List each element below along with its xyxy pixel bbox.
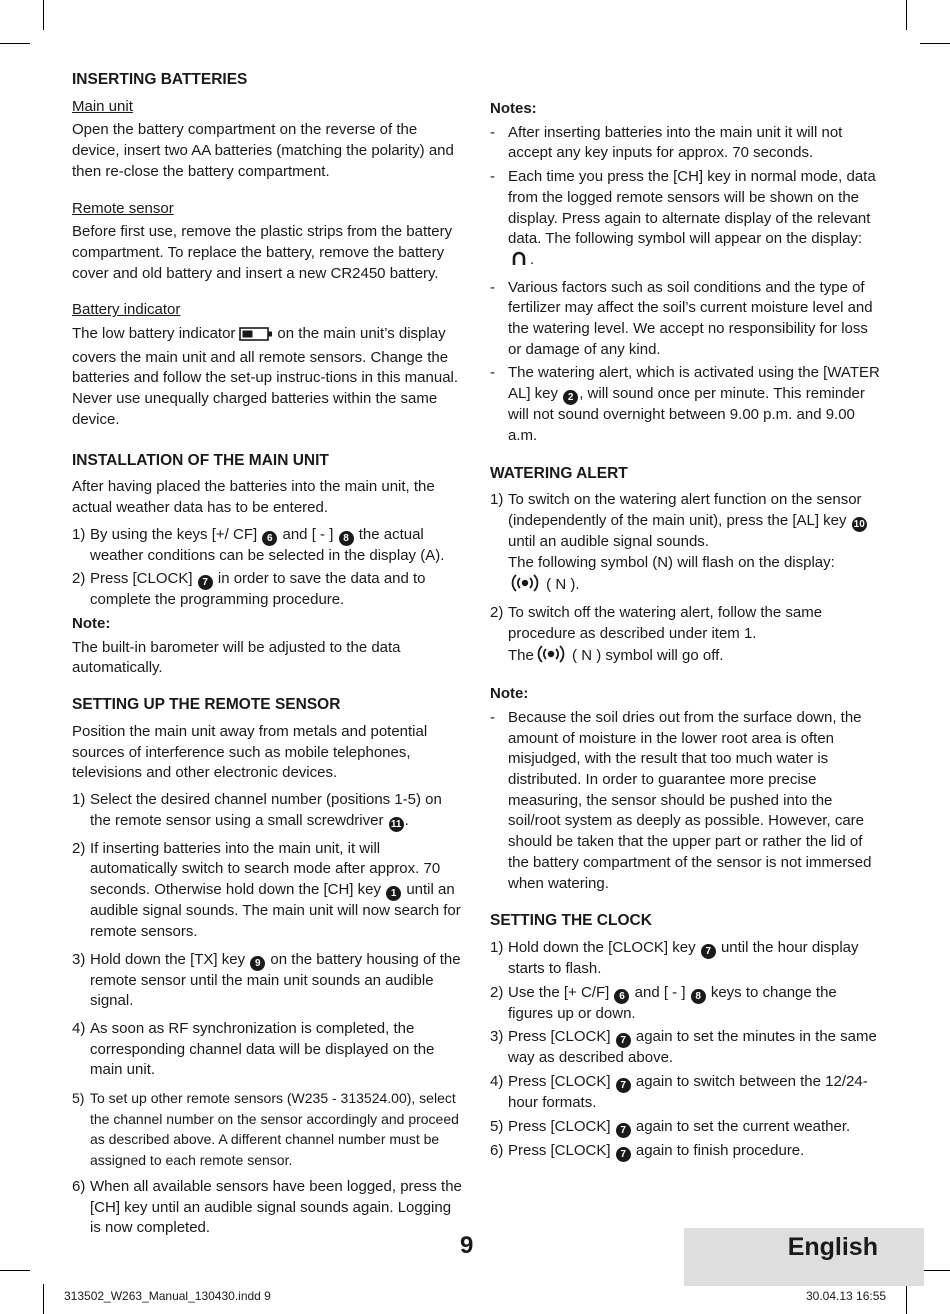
list-item: 2) To switch off the watering alert, follow the same procedure as described under item 1. The ( N ) symbol will go off. (490, 603, 882, 671)
paragraph: After having placed the batteries into the main unit, the actual weather data has to be entered. (72, 478, 435, 516)
list-item: 4) Press [CLOCK] 7 again to switch between the 12/24-hour formats. (490, 1073, 868, 1112)
crop-mark (0, 43, 30, 44)
watering-alert-icon (511, 573, 539, 600)
note-label: Note: (490, 685, 529, 703)
list-item: - Because the soil dries out from the surface down, the amount of moisture in the lower root area is often misjudged, with the result that too much water is distributed. In order to guarantee more precise measuring, the sensor should be pushed into the soil/root system as deeply as possible. However, care should be taken that the upper part or rather the lid of the battery compartment of the sensor is not immersed when watering. (490, 708, 872, 892)
note-label: Note: (72, 615, 111, 633)
key-11-icon: 11 (389, 817, 404, 832)
key-1-icon: 1 (386, 886, 401, 901)
key-2-icon: 2 (563, 390, 578, 405)
page-number: 9 (460, 1232, 474, 1259)
list-item: 1) By using the keys [+/ CF] 6 and [ - ] 8 the actual weather conditions can be selected in the display (A). (72, 525, 445, 564)
key-7-icon: 7 (616, 1078, 631, 1093)
section-heading: WATERING ALERT (490, 464, 628, 482)
key-7-icon: 7 (616, 1147, 631, 1162)
list-item: 2) Use the [+ C/F] 6 and [ - ] 8 keys to change the figures up or down. (490, 983, 837, 1022)
subheading: Battery indicator (72, 301, 181, 319)
notes-label: Notes: (490, 100, 537, 117)
key-10-icon: 10 (853, 518, 865, 530)
list-item: 1) Hold down the [CLOCK] key 7 until the hour display starts to flash. (490, 938, 859, 977)
crop-mark (906, 0, 907, 30)
list-item: 1) Select the desired channel number (positions 1-5) on the remote sensor using a small screwdriver 11 . (72, 790, 442, 830)
list-item: 6) Press [CLOCK] 7 again to finish procedure. (490, 1141, 805, 1160)
list-item: 3) Hold down the [TX] key 9 on the battery housing of the remote sensor until the main unit sounds an audible signal. (72, 950, 461, 1010)
footer-date: 30.04.13 16:55 (806, 1289, 887, 1303)
list-item: 1) To switch on the watering alert function on the sensor (independently of the main unit), press the [AL] key 10 until an audible signal sounds. The following symbol (N) will flash on the display: ( N ). (490, 490, 882, 600)
section-heading: SETTING UP THE REMOTE SENSOR (72, 696, 341, 714)
language-tab (684, 1228, 924, 1286)
list-item: 5) To set up other remote sensors (W235 - 313524.00), select the channel number on the sensor accordingly and proceed as described above. A different channel number must be assigned to each remote sensor. (72, 1090, 459, 1168)
paragraph: The built-in barometer will be adjusted to the data automatically. (72, 638, 401, 677)
paragraph: Position the main unit away from metals and potential sources of interference such as mobile telephones, televisions and other electronic devices. (72, 722, 428, 782)
list-item: - Each time you press the [CH] key in normal mode, data from the logged remote sensors will be shown on the display. Press again to alternate display of the relevant data. The following symbol will appear on the display: . (490, 167, 882, 275)
key-8-icon: 8 (691, 989, 706, 1004)
list-item: - The watering alert, which is activated using the [WATER AL] key 2 , will sound once per minute. This reminder will not sound overnight between 9.00 p.m. and 9.00 a.m. (490, 364, 880, 444)
paragraph: Open the battery compartment on the reverse of the device, insert two AA batteries (matching the polarity) and then re-close the battery compartment. (72, 121, 454, 180)
key-6-icon: 6 (614, 989, 629, 1004)
left-column (72, 70, 464, 1242)
crop-mark (920, 43, 950, 44)
list-item: 6) When all available sensors have been logged, press the [CH] key until an audible signal sounds again. Logging is now completed. (72, 1178, 462, 1237)
sensor-symbol-icon (511, 250, 527, 275)
list-item: 3) Press [CLOCK] 7 again to set the minutes in the same way as described above. (490, 1028, 877, 1067)
paragraph: The low battery indicator on the main unit’s display covers the main unit and all remote sensors. Change the batteries and follow the set-up instruc-tions in this manual. Never use unequally charged batteries within the same device. (72, 325, 459, 428)
section-heading: SETTING THE CLOCK (490, 912, 652, 930)
crop-mark (43, 1284, 44, 1314)
list-item: 2) If inserting batteries into the main unit, it will automatically switch to search mode after approx. 70 seconds. Otherwise hold down the [CH] key 1 until an audible signal sounds. The main unit will now search for remote sensors. (72, 839, 461, 940)
list-item: 4) As soon as RF synchronization is completed, the corresponding channel data will be displayed on the main unit. (72, 1019, 435, 1079)
watering-alert-icon (537, 644, 565, 671)
right-column (490, 99, 882, 1165)
crop-mark (906, 1284, 907, 1314)
paragraph: Before first use, remove the plastic strips from the battery compartment. To replace the battery, remove the battery cover and old battery and insert a new CR2450 battery. (72, 223, 453, 282)
section-heading: INSERTING BATTERIES (72, 71, 248, 88)
crop-mark (43, 0, 44, 30)
key-6-icon: 6 (262, 531, 277, 546)
list-item: - After inserting batteries into the main unit it will not accept any key inputs for approx. 70 seconds. (490, 123, 843, 162)
key-7-icon: 7 (701, 944, 716, 959)
footer-file-info: 313502_W263_Manual_130430.indd 9 (64, 1289, 271, 1303)
key-7-icon: 7 (616, 1123, 631, 1138)
crop-mark (920, 1270, 950, 1271)
crop-mark (0, 1270, 30, 1271)
key-7-icon: 7 (616, 1033, 631, 1048)
key-9-icon: 9 (250, 956, 265, 971)
subheading: Main unit (72, 97, 133, 115)
subheading: Remote sensor (72, 199, 174, 217)
section-heading: INSTALLATION OF THE MAIN UNIT (72, 451, 329, 469)
language-label: English (787, 1233, 878, 1261)
key-7-icon: 7 (198, 575, 213, 590)
list-item: 2) Press [CLOCK] 7 in order to save the data and to complete the programming procedure. (72, 570, 426, 609)
list-item: - Various factors such as soil conditions and the type of fertilizer may affect the soil’s current moisture level and the watering level. We accept no responsibility for loss or damage of any kind. (490, 278, 873, 358)
key-8-icon: 8 (339, 531, 354, 546)
low-battery-icon (239, 327, 273, 348)
list-item: 5) Press [CLOCK] 7 again to set the current weather. (490, 1117, 851, 1136)
